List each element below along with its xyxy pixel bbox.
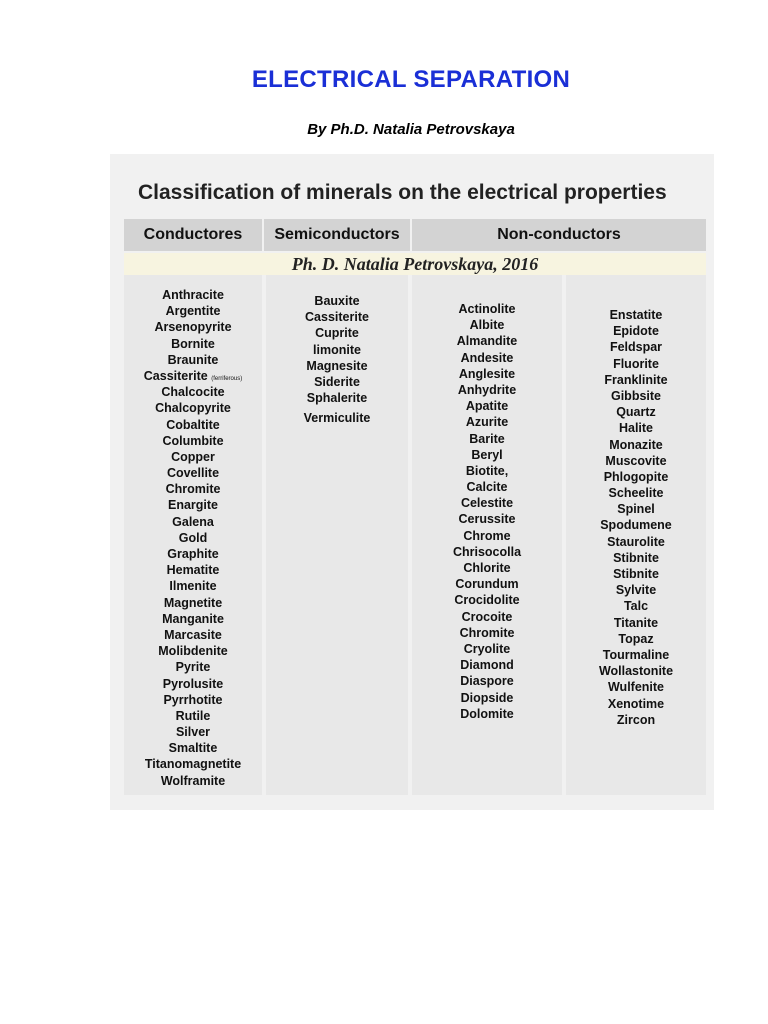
list-item	[124, 708, 262, 724]
mineral-name: Sphalerite	[306, 391, 368, 406]
list-item	[412, 511, 562, 527]
mineral-name: Wollastonite	[598, 664, 674, 679]
mineral-name: Barite	[469, 431, 505, 446]
mineral-name: Cryolite	[463, 641, 511, 656]
mineral-name: Muscovite	[605, 453, 667, 468]
mineral-name: Silver	[175, 725, 211, 740]
list-item	[124, 384, 262, 400]
list-item	[124, 643, 262, 659]
mineral-name: Bauxite	[314, 294, 360, 308]
mineral-name: Stibnite	[613, 550, 659, 565]
list-item	[412, 414, 562, 430]
mineral-name: Marcasite	[164, 627, 222, 642]
mineral-name: Chrome	[463, 528, 511, 543]
mineral-name: Chromite	[459, 625, 515, 640]
list-item	[566, 566, 706, 582]
classification-figure	[110, 154, 714, 810]
mineral-name: Bornite	[171, 336, 215, 351]
column-semiconductors	[266, 275, 408, 795]
mineral-name: Molibdenite	[158, 644, 228, 659]
list-item	[566, 372, 706, 388]
list-item	[124, 724, 262, 740]
document-author: By Ph.D. Natalia Petrovskaya	[307, 121, 515, 138]
list-item	[566, 679, 706, 695]
column-conductors	[124, 275, 262, 795]
header-nonconductors: Non-conductors	[412, 219, 706, 251]
list-item	[266, 325, 408, 341]
list-item	[412, 706, 562, 722]
list-item	[412, 657, 562, 673]
mineral-name: Hematite	[166, 563, 220, 578]
figure-heading: Classification of minerals on the electrical properties	[138, 181, 667, 204]
mineral-name: Graphite	[167, 547, 219, 561]
mineral-name: Chlorite	[463, 561, 511, 575]
list-item	[566, 598, 706, 614]
mineral-name: Diopside	[460, 690, 514, 705]
list-item	[266, 293, 408, 309]
list-item	[566, 437, 706, 453]
list-item	[266, 358, 408, 374]
mineral-name: Chromite	[165, 482, 221, 497]
mineral-name: Cerussite	[458, 512, 516, 527]
mineral-name: Celestite	[460, 496, 514, 511]
mineral-name: Epidote	[613, 324, 659, 339]
list-item	[124, 400, 262, 416]
list-item	[412, 609, 562, 625]
mineral-name: limonite	[313, 342, 361, 357]
list-item	[124, 319, 262, 335]
list-item	[124, 611, 262, 627]
mineral-name: Staurolite	[607, 534, 665, 549]
mineral-name: Diaspore	[460, 674, 514, 689]
mineral-name: Wolframite	[160, 773, 226, 788]
list-item	[566, 615, 706, 631]
mineral-name: Covellite	[166, 466, 220, 481]
list-item	[412, 301, 562, 317]
mineral-name: Monazite	[609, 437, 663, 452]
list-item	[412, 576, 562, 592]
list-item	[412, 560, 562, 576]
list-item	[566, 323, 706, 339]
mineral-name: Almandite	[456, 334, 518, 349]
list-item	[412, 625, 562, 641]
list-item	[412, 641, 562, 657]
mineral-name: Andesite	[460, 350, 514, 365]
list-item: Vermiculite	[303, 411, 371, 426]
mineral-name: Crocidolite	[454, 593, 520, 608]
list-item	[566, 517, 706, 533]
list-item	[412, 447, 562, 463]
mineral-name: Columbite	[162, 433, 224, 448]
mineral-name: Zircon	[616, 712, 656, 727]
list-item	[412, 690, 562, 706]
mineral-name: Galena	[172, 514, 214, 529]
list-item	[566, 339, 706, 355]
mineral-name: Gold	[178, 530, 208, 545]
mineral-name: Pyrrhotite	[163, 692, 223, 707]
mineral-name: Albite	[469, 318, 505, 333]
list-item	[566, 453, 706, 469]
list-item	[124, 336, 262, 352]
list-item	[412, 398, 562, 414]
nonconductors-list-b	[566, 275, 706, 728]
column-nonconductors-a	[412, 275, 562, 795]
list-item	[124, 368, 262, 384]
mineral-name: Ilmenite	[169, 579, 217, 594]
semiconductors-list	[266, 275, 408, 406]
list-item	[412, 479, 562, 495]
list-item	[124, 465, 262, 481]
list-item	[266, 342, 408, 358]
mineral-name: Chalcopyrite	[155, 401, 231, 416]
mineral-note: (ferriferous)	[211, 375, 243, 382]
mineral-name: Manganite	[162, 611, 224, 626]
list-item	[566, 712, 706, 728]
mineral-name: Wulfenite	[607, 680, 665, 695]
mineral-name: Stibnite	[613, 567, 659, 581]
mineral-name: Chalcocite	[161, 385, 225, 400]
nonconductors-list-a	[412, 275, 562, 722]
list-item	[566, 647, 706, 663]
list-item	[124, 676, 262, 692]
list-item	[566, 307, 706, 323]
mineral-name: Biotite,	[465, 463, 509, 478]
list-item	[412, 333, 562, 349]
mineral-name: Azurite	[465, 415, 509, 430]
list-item	[566, 388, 706, 404]
mineral-name: Cassiterite	[305, 310, 369, 325]
list-item	[566, 534, 706, 550]
list-item	[124, 530, 262, 546]
mineral-name: Actinolite	[458, 302, 516, 316]
list-item	[124, 627, 262, 643]
mineral-name: Anglesite	[458, 366, 516, 381]
mineral-name: Enargite	[167, 498, 218, 513]
list-item	[266, 374, 408, 390]
list-item	[566, 485, 706, 501]
mineral-name: Diamond	[460, 658, 514, 673]
mineral-name: Xenotime	[607, 696, 665, 711]
list-item	[266, 309, 408, 325]
mineral-name: Titanomagnetite	[144, 757, 242, 772]
mineral-name: Tourmaline	[602, 647, 670, 662]
mineral-name: Phlogopite	[603, 469, 669, 484]
list-item	[412, 317, 562, 333]
list-item	[566, 404, 706, 420]
mineral-name: Calcite	[466, 480, 508, 495]
list-item	[124, 417, 262, 433]
mineral-name: Anthracite	[162, 288, 224, 302]
list-item	[124, 449, 262, 465]
mineral-name: Cuprite	[315, 326, 359, 341]
mineral-name: Pyrolusite	[162, 676, 224, 691]
list-item	[412, 463, 562, 479]
mineral-name: Magnesite	[306, 358, 368, 373]
mineral-name: Franklinite	[604, 372, 668, 387]
list-item	[124, 773, 262, 789]
mineral-name: Crocoite	[461, 609, 513, 624]
list-item	[124, 578, 262, 594]
mineral-name: Smaltite	[168, 741, 218, 756]
list-item	[124, 497, 262, 513]
list-item	[124, 546, 262, 562]
semiconductors-extra-list	[266, 406, 408, 426]
mineral-name: Anhydrite	[457, 382, 517, 397]
document-title: ELECTRICAL SEPARATION	[251, 66, 571, 93]
mineral-name: Chrisocolla	[452, 544, 522, 559]
mineral-name: Copper	[171, 449, 215, 464]
mineral-name: Halite	[618, 421, 654, 436]
list-item	[124, 756, 262, 772]
list-item	[412, 382, 562, 398]
list-item	[412, 528, 562, 544]
mineral-name: Gibbsite	[610, 388, 661, 403]
mineral-name: Arsenopyrite	[154, 320, 232, 335]
mineral-name: Argentite	[165, 304, 221, 319]
mineral-name: Fluorite	[613, 356, 659, 371]
mineral-name: Scheelite	[608, 486, 664, 501]
list-item	[124, 303, 262, 319]
list-item	[566, 582, 706, 598]
mineral-name: Siderite	[314, 374, 360, 389]
mineral-name: Quartz	[616, 405, 656, 420]
list-item	[124, 433, 262, 449]
list-item	[566, 356, 706, 372]
list-item	[566, 550, 706, 566]
mineral-name: Corundum	[455, 577, 519, 592]
header-conductors: Conductores	[124, 219, 262, 251]
list-item	[566, 501, 706, 517]
list-item	[566, 469, 706, 485]
mineral-name: Dolomite	[460, 706, 514, 721]
mineral-name: Cobaltite	[166, 417, 220, 432]
list-item	[412, 495, 562, 511]
list-item	[566, 631, 706, 647]
mineral-name: Titanite	[613, 615, 659, 630]
mineral-name: Sylvite	[615, 583, 657, 598]
mineral-name: Pyrite	[175, 660, 211, 675]
list-item	[566, 696, 706, 712]
list-item	[124, 659, 262, 675]
mineral-name: Magnetite	[163, 595, 223, 610]
list-item	[566, 663, 706, 679]
list-item	[124, 595, 262, 611]
mineral-name: Talc	[623, 599, 649, 614]
list-item	[412, 673, 562, 689]
list-item	[124, 481, 262, 497]
column-nonconductors-b	[566, 275, 706, 795]
list-item	[124, 692, 262, 708]
list-item	[566, 420, 706, 436]
list-item	[412, 431, 562, 447]
mineral-name: Apatite	[465, 399, 509, 414]
header-semiconductors: Semiconductors	[264, 219, 410, 251]
mineral-name: Enstatite	[609, 308, 663, 322]
list-item	[412, 592, 562, 608]
mineral-name: Rutile	[175, 708, 211, 723]
mineral-name: Cassiterite	[143, 368, 208, 383]
list-item	[124, 562, 262, 578]
list-item	[412, 366, 562, 382]
conductors-list	[124, 275, 262, 789]
list-item	[124, 352, 262, 368]
mineral-name: Beryl	[471, 447, 503, 462]
list-item	[266, 390, 408, 406]
figure-credit: Ph. D. Natalia Petrovskaya, 2016	[124, 253, 706, 275]
mineral-name: Spinel	[617, 502, 655, 517]
mineral-name: Feldspar	[609, 340, 663, 355]
list-item	[124, 287, 262, 303]
list-item	[412, 544, 562, 560]
mineral-name: Braunite	[167, 352, 219, 367]
list-item	[124, 514, 262, 530]
list-item	[124, 740, 262, 756]
mineral-name: Topaz	[618, 631, 654, 646]
mineral-name: Spodumene	[600, 518, 672, 533]
list-item	[412, 350, 562, 366]
